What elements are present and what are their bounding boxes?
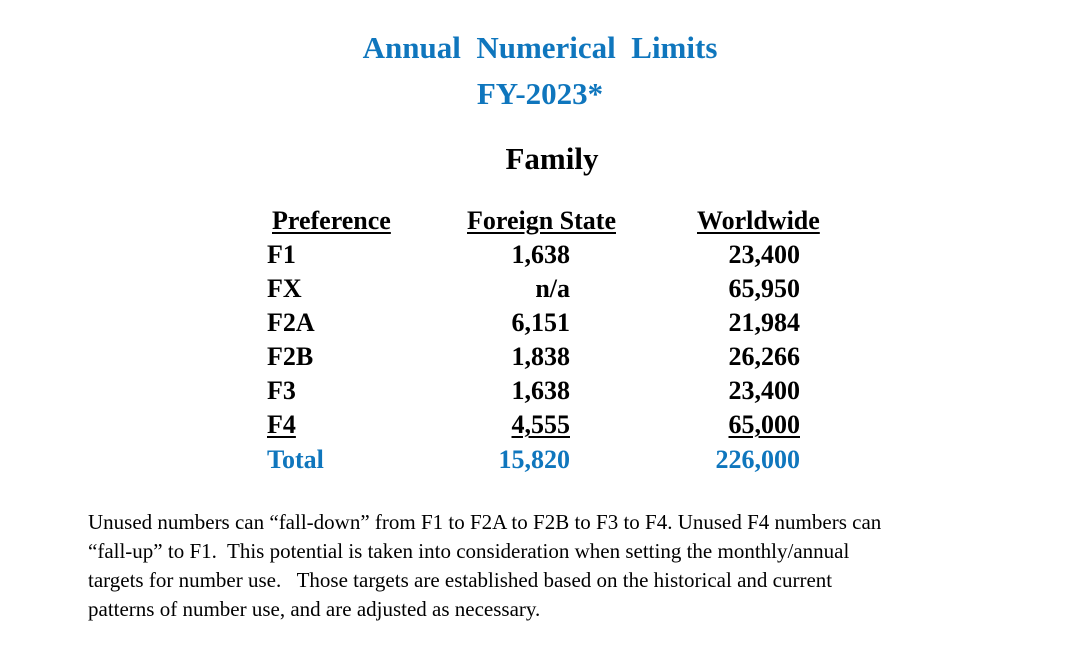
column-header-preference: Preference [272, 206, 391, 235]
cell-worldwide: 26,266 [728, 342, 800, 371]
column-header-foreign-state: Foreign State [467, 206, 616, 235]
table-row [0, 342, 1080, 376]
table-total-row [0, 445, 1080, 479]
table-row [0, 308, 1080, 342]
cell-preference: FX [267, 274, 302, 303]
cell-preference: F2A [267, 308, 315, 337]
cell-preference: F3 [267, 376, 296, 405]
cell-worldwide: 23,400 [728, 240, 800, 269]
cell-worldwide: 65,000 [728, 410, 800, 439]
cell-foreign-state: 1,638 [511, 240, 570, 269]
cell-worldwide: 21,984 [728, 308, 800, 337]
table-row [0, 274, 1080, 308]
cell-foreign-state: 1,638 [511, 376, 570, 405]
cell-worldwide: 65,950 [728, 274, 800, 303]
section-title-family: Family [505, 141, 599, 176]
cell-foreign-state: n/a [535, 274, 570, 303]
footnote-paragraph [88, 508, 998, 624]
fiscal-year-title: FY-2023* [476, 76, 604, 111]
column-header-worldwide: Worldwide [697, 206, 820, 235]
cell-worldwide: 23,400 [728, 376, 800, 405]
cell-foreign-state: 1,838 [511, 342, 570, 371]
cell-preference: F1 [267, 240, 296, 269]
cell-foreign-state: 4,555 [511, 410, 570, 439]
table-row [0, 410, 1080, 444]
cell-foreign-state: 6,151 [511, 308, 570, 337]
footnote-line: Unused numbers can “fall-down” from F1 to F2A to F2B to F3 to F4. Unused F4 numbers can [88, 510, 882, 534]
total-foreign-state: 15,820 [498, 445, 570, 474]
table-row [0, 376, 1080, 410]
cell-preference: F4 [267, 410, 296, 439]
footnote-line: targets for number use. Those targets are established based on the historical and current [88, 568, 833, 592]
table-row [0, 240, 1080, 274]
footnote-line: “fall-up” to F1. This potential is taken into consideration when setting the monthly/annual [88, 539, 850, 563]
total-worldwide: 226,000 [715, 445, 800, 474]
total-label: Total [267, 445, 324, 474]
footnote-line: patterns of number use, and are adjusted as necessary. [88, 597, 541, 621]
cell-preference: F2B [267, 342, 314, 371]
page-title: Annual Numerical Limits [362, 30, 718, 65]
